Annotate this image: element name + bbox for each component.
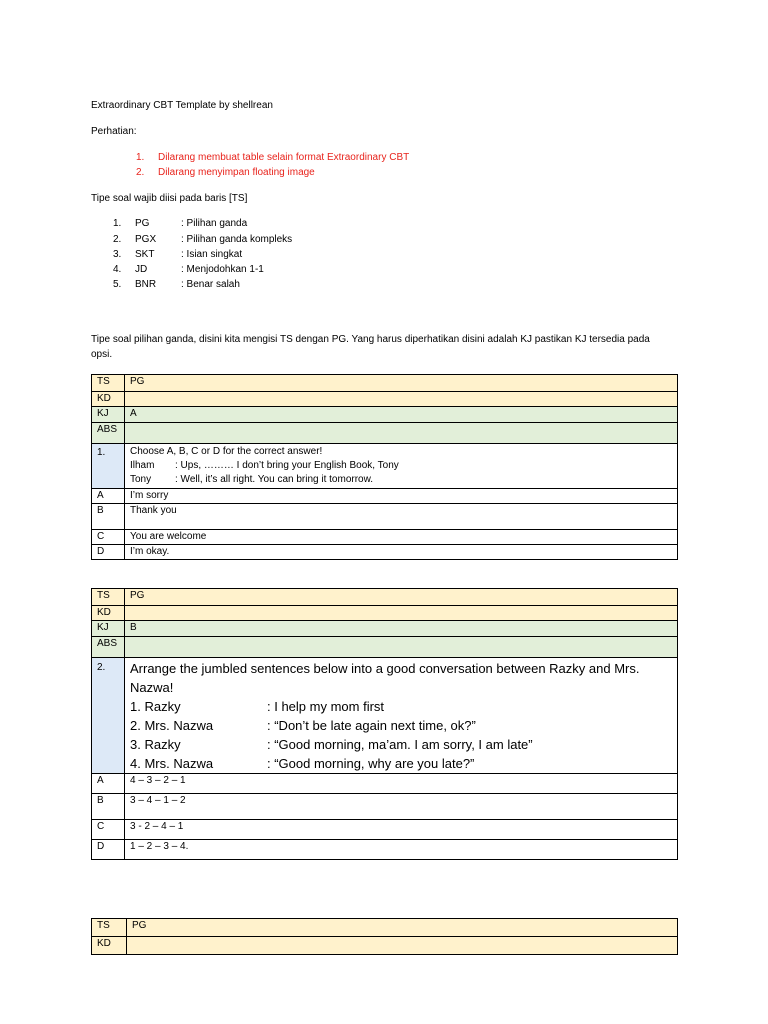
tipe-intro: Tipe soal wajib diisi pada baris [TS]	[91, 193, 248, 204]
pg-note-line: Tipe soal pilihan ganda, disini kita mengisi TS dengan PG. Yang harus diperhatikan disini adalah KJ pastikan KJ tersedia pada	[91, 334, 650, 345]
tipe-item-desc: : Pilihan ganda kompleks	[181, 234, 293, 245]
option-text: Thank you	[125, 504, 678, 530]
option-label: A	[92, 489, 125, 504]
option-text: I’m sorry	[125, 489, 678, 504]
perhatian-item-number: 2.	[136, 167, 145, 178]
kj-row	[92, 621, 678, 637]
dialog-speaker: 1. Razky	[130, 699, 181, 714]
dialog-text: : Ups, ……… I don’t bring your English Book, Tony	[175, 460, 399, 471]
option-row	[92, 820, 678, 840]
abs-value	[125, 637, 678, 658]
kd-label: KD	[92, 937, 127, 955]
option-row	[92, 489, 678, 504]
tipe-item-code: SKT	[135, 249, 155, 260]
tipe-item-desc: : Benar salah	[181, 279, 240, 290]
tipe-item-code: PG	[135, 218, 150, 229]
pg-note-line: opsi.	[91, 349, 113, 360]
tipe-item-code: BNR	[135, 279, 157, 290]
option-label: A	[92, 774, 125, 794]
abs-value	[125, 423, 678, 444]
option-label: D	[92, 840, 125, 860]
tipe-item-code: PGX	[135, 234, 157, 245]
dialog-speaker: 2. Mrs. Nazwa	[130, 718, 214, 733]
perhatian-label: Perhatian:	[91, 126, 137, 137]
question-table-2	[91, 588, 678, 860]
kd-label: KD	[92, 392, 125, 407]
perhatian-item-text: Dilarang menyimpan floating image	[158, 167, 315, 178]
dialog-speaker: 4. Mrs. Nazwa	[130, 756, 214, 771]
tipe-item-number: 3.	[113, 249, 122, 260]
kd-row	[92, 392, 678, 407]
tipe-item-desc: : Pilihan ganda	[181, 218, 248, 229]
question-number: 2.	[92, 658, 125, 774]
option-row	[92, 530, 678, 545]
ts-row	[92, 919, 678, 937]
dialog-speaker: Tony	[130, 474, 152, 485]
option-text: 1 – 2 – 3 – 4.	[125, 840, 678, 860]
option-label: C	[92, 820, 125, 840]
tipe-item-desc: : Isian singkat	[181, 249, 243, 260]
option-text: 3 - 2 – 4 – 1	[125, 820, 678, 840]
dialog-text: : “Don’t be late again next time, ok?”	[267, 718, 476, 733]
question-number: 1.	[92, 444, 125, 489]
document-title: Extraordinary CBT Template by shellrean	[91, 100, 273, 111]
ts-row	[92, 375, 678, 392]
option-label: D	[92, 545, 125, 560]
kd-value	[127, 937, 678, 955]
dialog-text: : Well, it’s all right. You can bring it tomorrow.	[175, 474, 374, 485]
tipe-item-number: 2.	[113, 234, 122, 245]
dialog-line	[130, 459, 672, 473]
question-instruction: Nazwa!	[130, 680, 174, 695]
kj-label: KJ	[92, 621, 125, 637]
option-text: 3 – 4 – 1 – 2	[125, 794, 678, 820]
ts-value: PG	[127, 919, 678, 937]
ts-label: TS	[92, 375, 125, 392]
question-instruction: Choose A, B, C or D for the correct answer!	[130, 446, 323, 457]
kd-value	[125, 606, 678, 621]
option-text: I’m okay.	[125, 545, 678, 560]
ts-value: PG	[125, 589, 678, 606]
tipe-item-code: JD	[135, 264, 148, 275]
kj-value: B	[125, 621, 678, 637]
abs-label: ABS	[92, 423, 125, 444]
option-row	[92, 794, 678, 820]
option-label: B	[92, 794, 125, 820]
option-row	[92, 774, 678, 794]
abs-row	[92, 637, 678, 658]
dialog-text: : I help my mom first	[267, 699, 385, 714]
dialog-line	[130, 473, 672, 487]
kd-value	[125, 392, 678, 407]
question-row	[92, 658, 678, 774]
dialog-line	[130, 754, 672, 773]
ts-label: TS	[92, 919, 127, 937]
perhatian-item-number: 1.	[136, 152, 145, 163]
kd-label: KD	[92, 606, 125, 621]
option-label: C	[92, 530, 125, 545]
question-body	[125, 658, 678, 774]
kj-label: KJ	[92, 407, 125, 423]
perhatian-item-text: Dilarang membuat table selain format Extraordinary CBT	[158, 152, 410, 163]
kj-value: A	[125, 407, 678, 423]
ts-row	[92, 589, 678, 606]
question-instruction: Arrange the jumbled sentences below into a good conversation between Razky and Mrs.	[130, 661, 640, 676]
tipe-item-number: 1.	[113, 218, 122, 229]
option-row	[92, 545, 678, 560]
tipe-item-desc: : Menjodohkan 1-1	[181, 264, 264, 275]
tipe-item-number: 4.	[113, 264, 122, 275]
dialog-line	[130, 716, 672, 735]
question-table-1	[91, 374, 678, 560]
option-text: You are welcome	[125, 530, 678, 545]
option-label: B	[92, 504, 125, 530]
question-table-3	[91, 918, 678, 955]
dialog-line	[130, 697, 672, 716]
option-text: 4 – 3 – 2 – 1	[125, 774, 678, 794]
kj-row	[92, 407, 678, 423]
dialog-speaker: 3. Razky	[130, 737, 181, 752]
dialog-text: : “Good morning, ma’am. I am sorry, I am late”	[267, 737, 533, 752]
option-row	[92, 504, 678, 530]
ts-value: PG	[125, 375, 678, 392]
ts-label: TS	[92, 589, 125, 606]
question-row	[92, 444, 678, 489]
tipe-item-number: 5.	[113, 279, 122, 290]
kd-row	[92, 937, 678, 955]
abs-row	[92, 423, 678, 444]
dialog-text: : “Good morning, why are you late?”	[267, 756, 475, 771]
question-body	[125, 444, 678, 489]
kd-row	[92, 606, 678, 621]
dialog-speaker: Ilham	[130, 460, 155, 471]
abs-label: ABS	[92, 637, 125, 658]
dialog-line	[130, 735, 672, 754]
option-row	[92, 840, 678, 860]
